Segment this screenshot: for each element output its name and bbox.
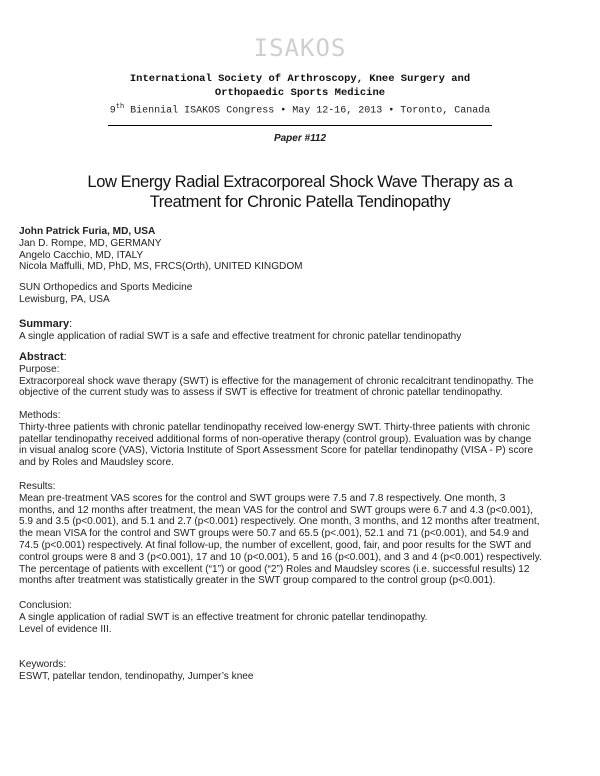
author-list — [19, 226, 585, 273]
results-text-line: the mean VISA for the control and SWT groups were 50.7 and 65.5 (p<.001), 52.1 and 71 (p<0.001), and 54.9 and — [19, 528, 529, 540]
author: Nicola Maffulli, MD, PhD, MS, FRCS(Orth), UNITED KINGDOM — [19, 261, 303, 273]
summary-heading-colon: : — [69, 318, 73, 330]
abstract-section — [19, 352, 585, 399]
purpose-text-line: objective of the current study was to assess if SWT is effective for treatment of chronic patellar tendinopathy. — [19, 387, 503, 399]
affiliation — [19, 282, 585, 306]
methods-section — [19, 410, 585, 469]
abstract-heading-colon: : — [63, 351, 67, 363]
congress-ordinal: 9 — [109, 105, 116, 117]
purpose-text-line: Extracorporeal shock wave therapy (SWT) is effective for the management of chronic recalcitrant tendinopathy. The — [19, 375, 534, 387]
results-label: Results: — [19, 481, 56, 492]
abstract-heading-text: Abstract — [19, 351, 64, 363]
keywords-label: Keywords: — [19, 659, 67, 670]
lead-author: John Patrick Furia, MD, USA — [19, 226, 156, 237]
isakos-watermark: ISAKOS — [253, 34, 347, 62]
results-text-line: 5.9 and 3.5 (p<0.001), and 5.1 and 2.7 (p<0.001) respectively. One month, 3 months, and 12 months after treatment, — [19, 516, 540, 528]
results-text-line: months, and 12 months after treatment, the mean VAS for the control and SWT groups were 6.7 and 4.3 (p<0.001), — [19, 504, 533, 516]
conclusion-label: Conclusion: — [19, 600, 72, 611]
results-text-line: control groups were 8 and 3 (p<0.001), 17 and 10 (p<0.001), 5 and 16 (p<0.001), and 3 and 4 (p<0.001) respectively. — [19, 551, 542, 563]
abstract-heading — [19, 352, 585, 364]
methods-label: Methods: — [19, 410, 61, 421]
conclusion-text-line: Level of evidence III. — [19, 623, 112, 635]
author: Jan D. Rompe, MD, GERMANY — [19, 237, 162, 249]
methods-text-line: Thirty-three patients with chronic patellar tendinopathy received low-energy SWT. Thirty-three patients with chronic — [19, 421, 530, 433]
congress-details: Biennial ISAKOS Congress • May 12-16, 2013 • Toronto, Canada — [124, 105, 491, 117]
summary-heading-text: Summary — [19, 318, 70, 330]
paper-title-line-1: Low Energy Radial Extracorporeal Shock Wave Therapy as a — [87, 173, 513, 191]
conclusion-text-line: A single application of radial SWT is an effective treatment for chronic patellar tendinopathy. — [19, 611, 428, 623]
paper-number: Paper #112 — [273, 133, 327, 144]
results-text-line: months after treatment was statistically greater in the SWT group compared to the control group (p<0.001). — [19, 575, 496, 587]
affiliation-location: Lewisburg, PA, USA — [19, 293, 110, 305]
author: Angelo Cacchio, MD, ITALY — [19, 249, 144, 261]
methods-text-line: in visual analog score (VAS), Victoria Institute of Sport Assessment Score for patellar tendinopathy (VISA - P) score — [19, 445, 534, 457]
results-text-line: The percentage of patients with excellent (“1”) or good (“2”) Roles and Maudsley scores (i.e. successful results) 12 — [19, 563, 530, 575]
methods-text-line: and by Roles and Maudsley score. — [19, 457, 174, 469]
header-divider — [108, 125, 492, 126]
society-name-line-1: International Society of Arthroscopy, Knee Surgery and — [129, 73, 471, 85]
summary-section — [19, 319, 585, 343]
purpose-label: Purpose: — [19, 363, 60, 375]
congress-ordinal-suffix: th — [115, 103, 125, 111]
results-section — [19, 481, 585, 587]
congress-line — [0, 103, 600, 116]
paper-title — [40, 172, 560, 212]
keywords-section — [19, 659, 585, 683]
conclusion-section — [19, 600, 585, 635]
summary-heading — [19, 319, 585, 331]
keywords-text: ESWT, patellar tendon, tendinopathy, Jumper’s knee — [19, 670, 254, 682]
methods-text-line: patellar tendinopathy received additional forms of non-operative therapy (control group). Evaluation was by change — [19, 433, 532, 445]
paper-title-line-2: Treatment for Chronic Patella Tendinopathy — [149, 193, 451, 211]
affiliation-name: SUN Orthopedics and Sports Medicine — [19, 282, 193, 293]
summary-text: A single application of radial SWT is a safe and effective treatment for chronic patellar tendinopathy — [19, 330, 462, 342]
society-name-line-2: Orthopaedic Sports Medicine — [214, 87, 386, 99]
results-text-line: 74.5 (p<0.001) respectively. At final follow-up, the number of excellent, good, fair, and poor results for the SWT and — [19, 539, 532, 551]
results-text-line: Mean pre-treatment VAS scores for the control and SWT groups were 7.5 and 7.8 respectively. One month, 3 — [19, 492, 506, 504]
